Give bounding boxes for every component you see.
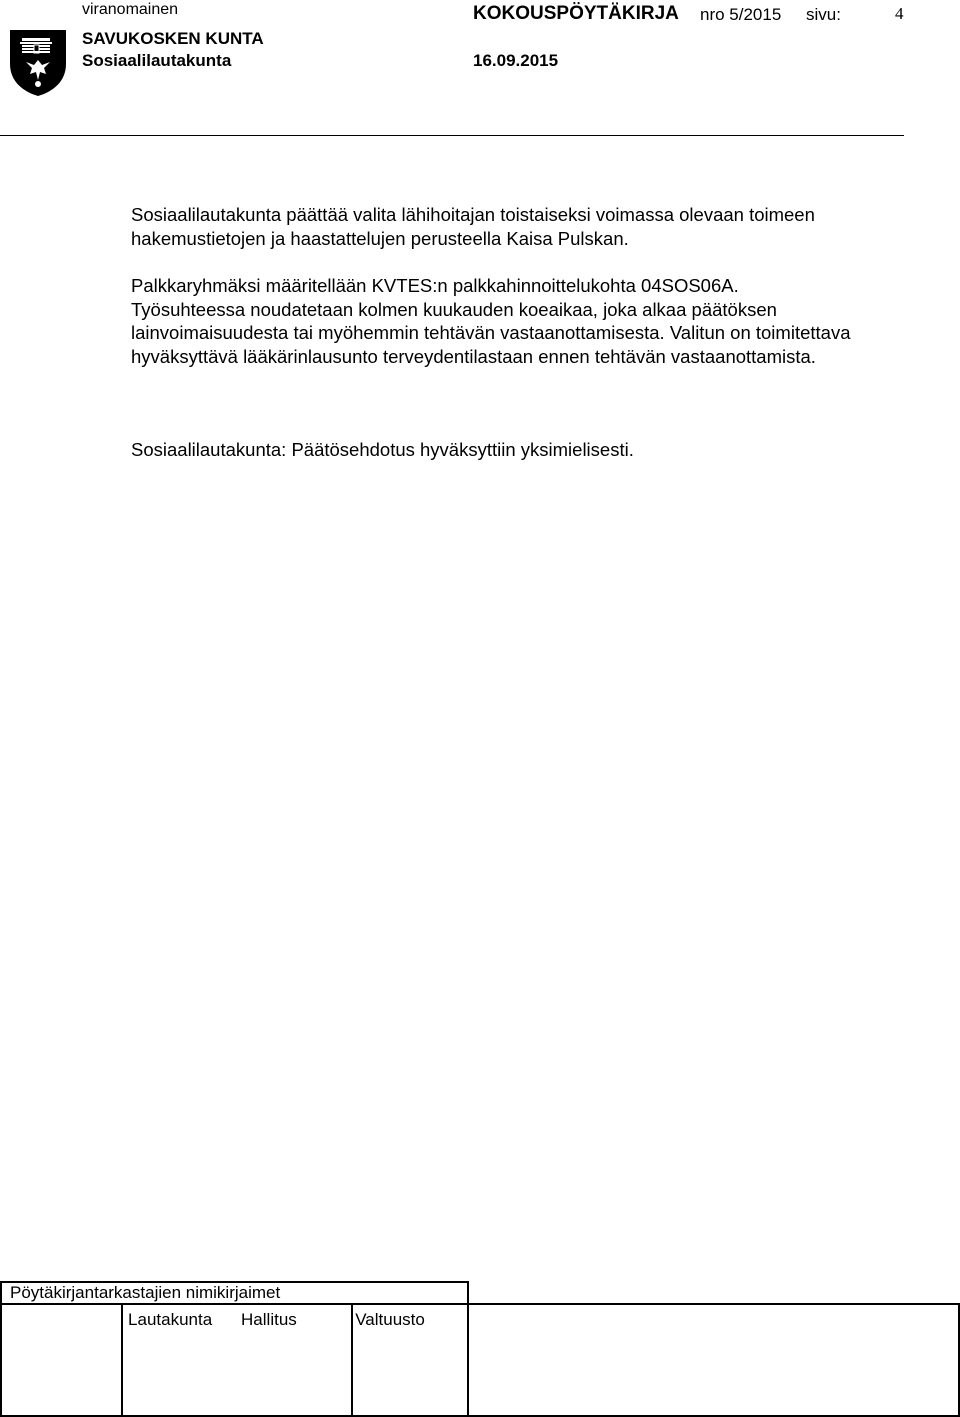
header-divider [0, 135, 904, 136]
decision-body-label: Sosiaalilautakunta [131, 439, 282, 460]
signature-cell-valtuusto [352, 1304, 468, 1416]
meeting-date: 16.09.2015 [473, 51, 559, 70]
signature-cell-large [468, 1304, 959, 1416]
lautakunta-label: Lautakunta [128, 1310, 213, 1329]
signature-cell-groups [122, 1304, 352, 1416]
paragraph-text: Palkkaryhmäksi määritellään KVTES:n palkkahinnoittelukohta 04SOS06A. Työsuhteessa noudatetaan kolmen kuukauden koeaikaa, joka alkaa päätöksen lainvoimaisuudesta tai myöhemmin tehtävän vastaanottamisesta. Valitun on toimitettava hyväksyttävä lääkärinlausunto terveydentilastaan ennen tehtävän vastaanottamista. [131, 275, 851, 367]
coat-of-arms-logo [8, 28, 68, 98]
decision-paragraph-2 [131, 274, 851, 368]
page-number: 4 [895, 4, 904, 23]
signatures-title: Pöytäkirjantarkastajien nimikirjaimet [1, 1282, 468, 1304]
decision-paragraph-1 [131, 203, 851, 250]
decision-text: : Päätösehdotus hyväksyttiin yksimielisesti. [281, 439, 634, 460]
signature-table [0, 1281, 960, 1417]
hallitus-label: Hallitus [241, 1310, 297, 1329]
final-decision [131, 438, 851, 462]
signature-cell-blank [1, 1304, 122, 1416]
page-label: sivu: [806, 5, 841, 24]
document-title: KOKOUSPÖYTÄKIRJA [473, 3, 679, 24]
document-number: nro 5/2015 [700, 5, 782, 24]
paragraph-text: Sosiaalilautakunta päättää valita lähihoitajan toistaiseksi voimassa olevaan toimeen hakemustietojen ja haastattelujen perusteella Kaisa Pulskan. [131, 204, 815, 249]
committee-name: Sosiaalilautakunta [82, 51, 232, 70]
municipality-name: SAVUKOSKEN KUNTA [82, 29, 264, 48]
valtuusto-label: Valtuusto [355, 1310, 425, 1329]
document-status: viranomainen [82, 1, 179, 18]
